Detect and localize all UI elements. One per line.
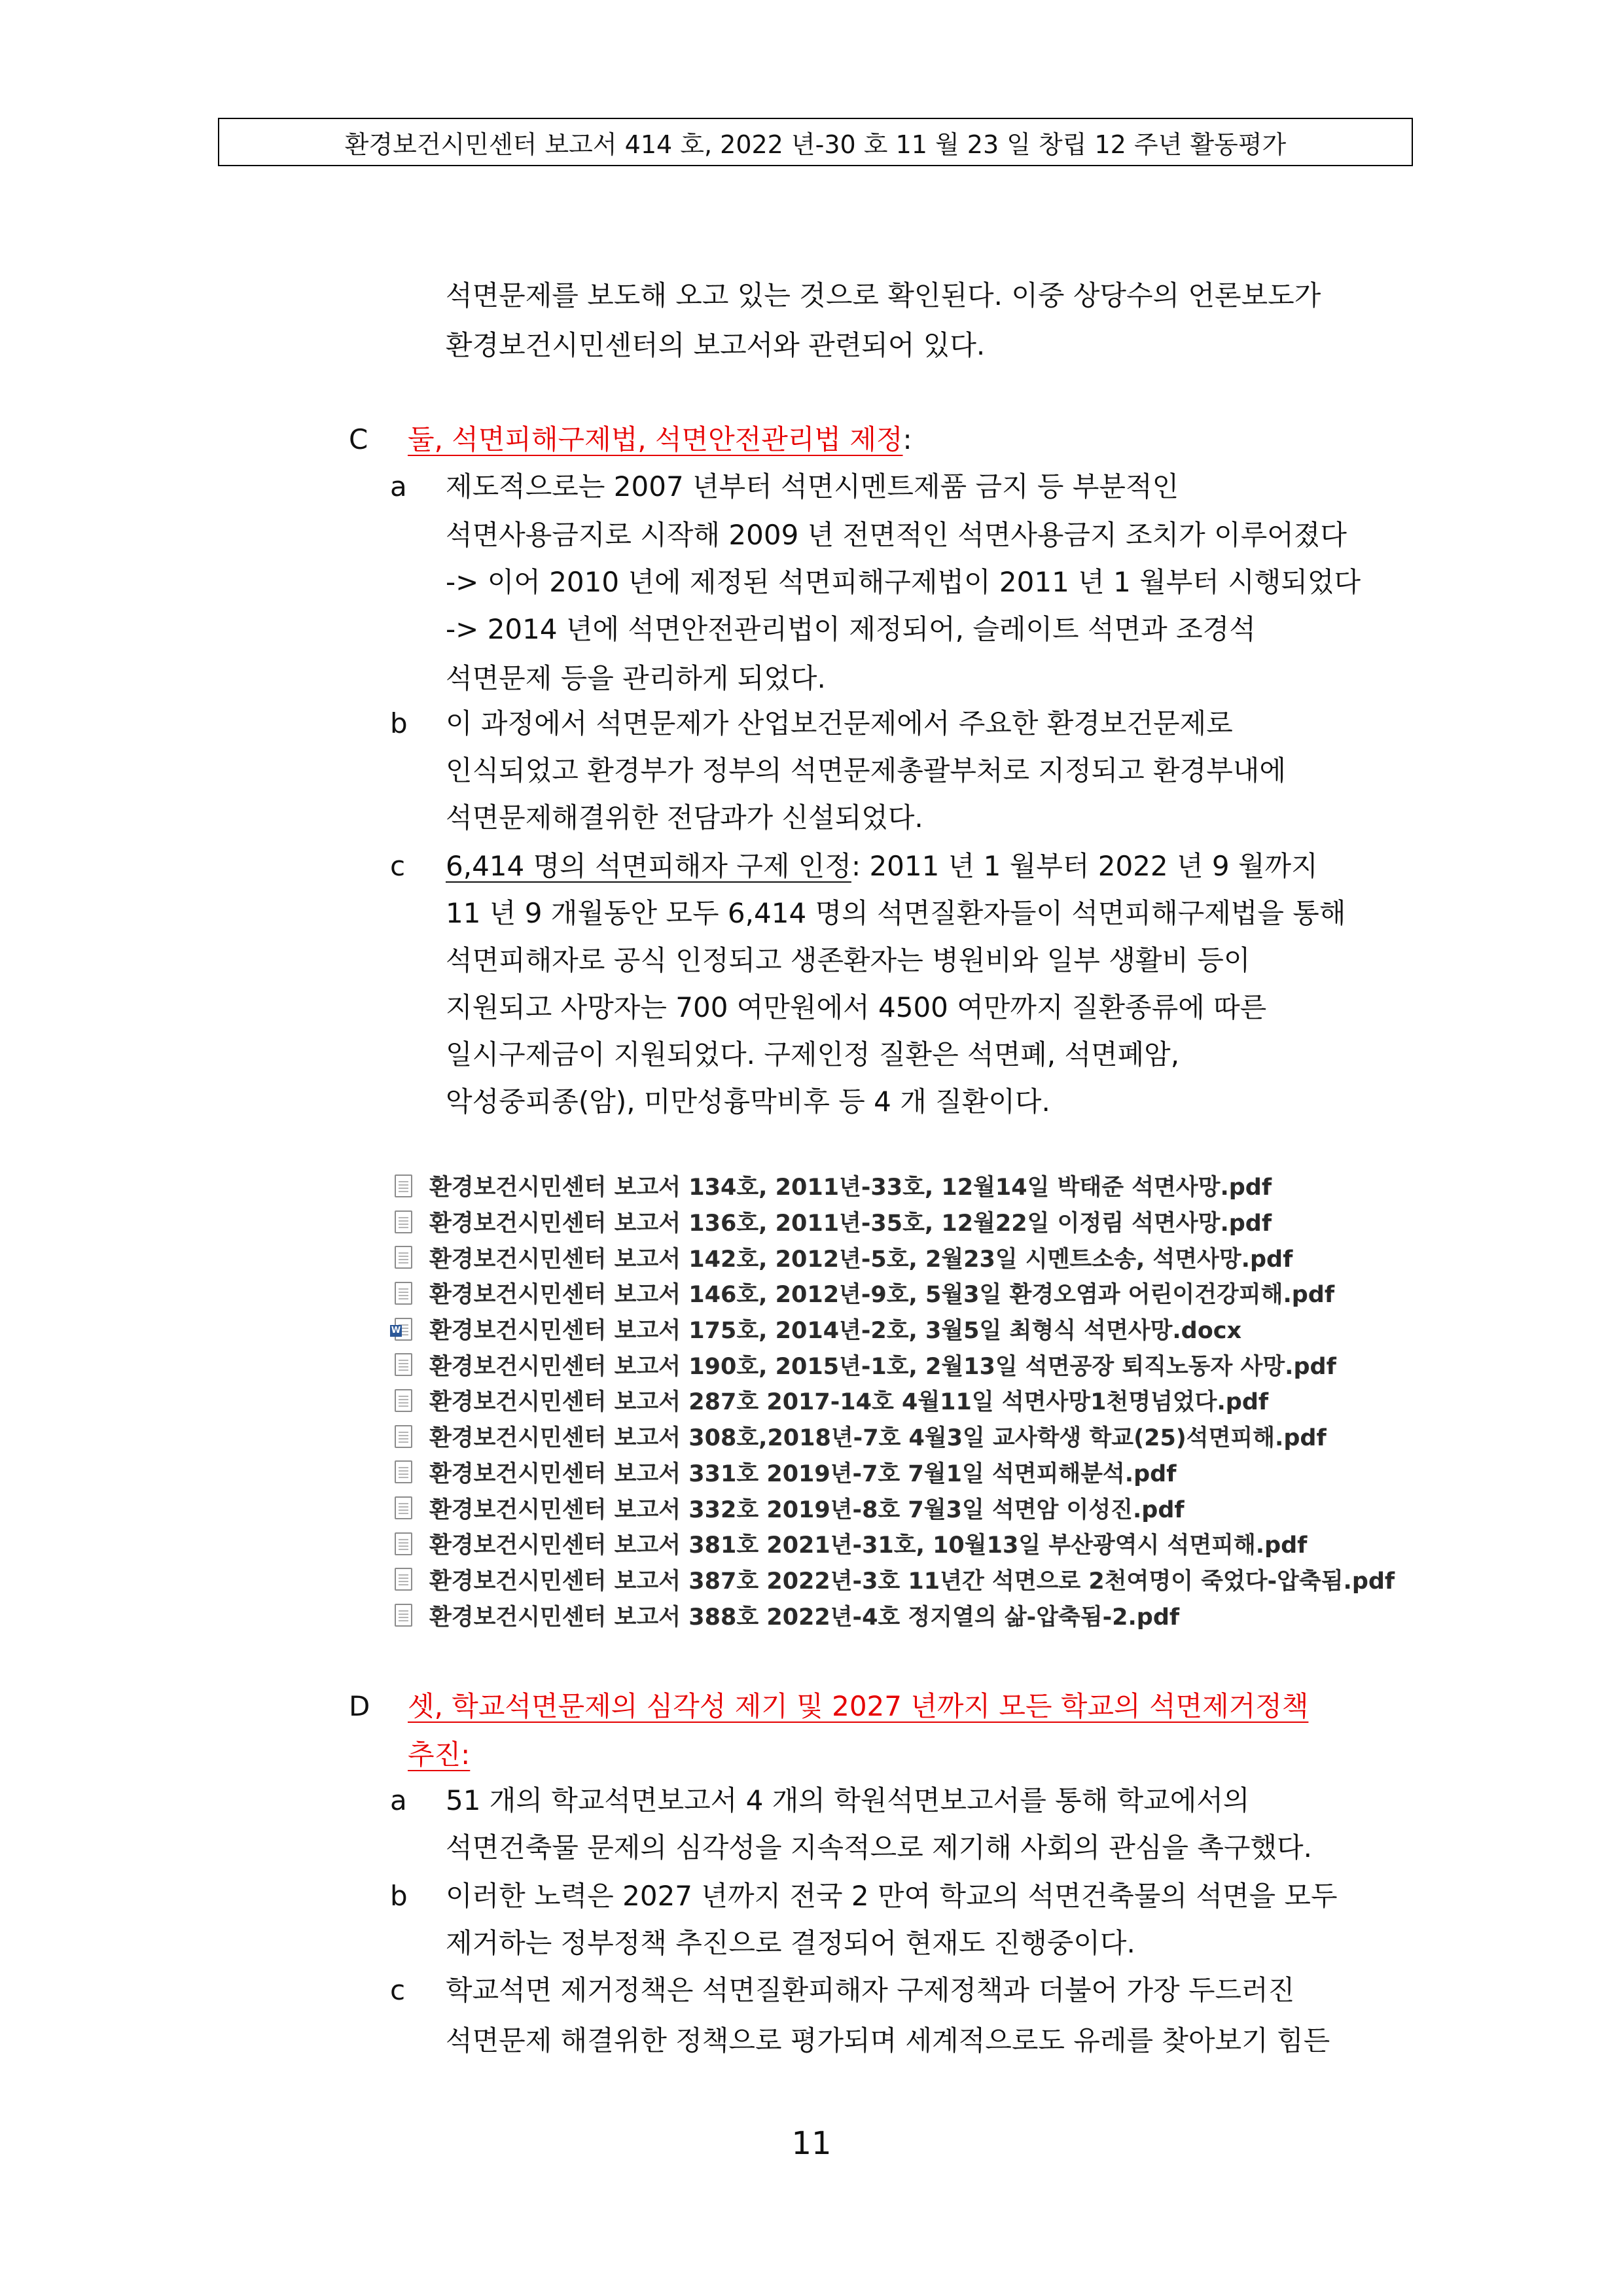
- file-list-item: [395, 1455, 1442, 1491]
- section-marker: D: [349, 1690, 370, 1722]
- pdf-file-icon: [395, 1532, 412, 1555]
- item-marker: a: [390, 1784, 407, 1816]
- section-heading-text: 둘, 석면피해구제법, 석면안전관리법 제정: [408, 423, 903, 455]
- file-list-item: [395, 1347, 1442, 1383]
- item-line: 석면사용금지로 시작해 2009 년 전면적인 석면사용금지 조치가 이루어졌다: [446, 519, 1347, 551]
- item-marker: a: [390, 470, 407, 503]
- pdf-file-icon: [395, 1425, 412, 1448]
- item-marker: b: [390, 1880, 408, 1912]
- section-marker: C: [349, 423, 368, 455]
- file-name: 환경보건시민센터 보고서 387호 2022년-3호 11년간 석면으로 2천여명이 죽었다-압축됨.pdf: [429, 1568, 1395, 1595]
- pdf-file-icon: [395, 1496, 412, 1519]
- pdf-file-icon: [395, 1210, 412, 1233]
- section-heading: [408, 1687, 1308, 1726]
- item-line: -> 이어 2010 년에 제정된 석면피해구제법이 2011 년 1 월부터 시행되었다: [446, 566, 1361, 598]
- report-header-title: 환경보건시민센터 보고서 414 호, 2022 년-30 호 11 월 23 일 창립 12 주년 활동평가: [344, 130, 1287, 159]
- pdf-file-icon: [395, 1353, 412, 1376]
- file-list-item: [395, 1275, 1442, 1311]
- item-line: 석면문제해결위한 전담과가 신설되었다.: [446, 802, 923, 834]
- paragraph-line: 환경보건시민센터의 보고서와 관련되어 있다.: [446, 329, 986, 361]
- pdf-file-icon: [395, 1568, 412, 1591]
- item-line: 학교석면 제거정책은 석면질환피해자 구제정책과 더불어 가장 두드러진: [446, 1974, 1295, 2006]
- section-heading-text: 셋, 학교석면문제의 심각성 제기 및 2027 년까지 모든 학교의 석면제거정책: [408, 1690, 1309, 1722]
- item-line: 악성중피종(암), 미만성흉막비후 등 4 개 질환이다.: [446, 1086, 1050, 1118]
- pdf-file-icon: [395, 1604, 412, 1627]
- file-name: 환경보건시민센터 보고서 136호, 2011년-35호, 12월22일 이정림 석면사망.pdf: [429, 1210, 1272, 1237]
- item-line: 일시구제금이 지원되었다. 구제인정 질환은 석면폐, 석면폐암,: [446, 1038, 1180, 1070]
- file-name: 환경보건시민센터 보고서 175호, 2014년-2호, 3월5일 최형식 석면사망.docx: [429, 1318, 1242, 1345]
- pdf-file-icon: [395, 1389, 412, 1412]
- section-heading: [408, 420, 912, 459]
- item-marker: b: [390, 707, 408, 739]
- file-name: 환경보건시민센터 보고서 381호 2021년-31호, 10월13일 부산광역시 석면피해.pdf: [429, 1532, 1308, 1559]
- pdf-file-icon: [395, 1460, 412, 1483]
- file-name: 환경보건시민센터 보고서 308호,2018년-7호 4월3일 교사학생 학교(25)석면피해.pdf: [429, 1425, 1327, 1452]
- item-line: 11 년 9 개월동안 모두 6,414 명의 석면질환자들이 석면피해구제법을 통해: [446, 897, 1346, 929]
- page-number: 11: [791, 2125, 832, 2162]
- file-list-item: [395, 1239, 1442, 1275]
- file-list-item: [395, 1383, 1442, 1419]
- item-line: 제도적으로는 2007 년부터 석면시멘트제품 금지 등 부분적인: [446, 470, 1179, 503]
- file-list-item: [395, 1562, 1442, 1598]
- file-list-item: [395, 1419, 1442, 1455]
- file-name: 환경보건시민센터 보고서 331호 2019년-7호 7월1일 석면피해분석.pdf: [429, 1460, 1177, 1487]
- item-line-rest: : 2011 년 1 월부터 2022 년 9 월까지: [851, 850, 1318, 882]
- file-name: 환경보건시민센터 보고서 287호 2017-14호 4월11일 석면사망1천명넘었다.pdf: [429, 1389, 1269, 1416]
- file-name: 환경보건시민센터 보고서 332호 2019년-8호 7월3일 석면암 이성진.pdf: [429, 1496, 1185, 1523]
- item-line: -> 2014 년에 석면안전관리법이 제정되어, 슬레이트 석면과 조경석: [446, 613, 1256, 645]
- item-line: 이러한 노력은 2027 년까지 전국 2 만여 학교의 석면건축물의 석면을 모두: [446, 1880, 1338, 1912]
- file-name: 환경보건시민센터 보고서 388호 2022년-4호 정지열의 삶-압축됨-2.pdf: [429, 1604, 1180, 1631]
- item-line: [446, 847, 1318, 886]
- item-line: 석면문제 해결위한 정책으로 평가되며 세계적으로도 유레를 찾아보기 힘든: [446, 2024, 1330, 2057]
- file-list-item: [395, 1526, 1442, 1562]
- report-file-list: [395, 1168, 1442, 1633]
- paragraph-line: 석면문제를 보도해 오고 있는 것으로 확인된다. 이중 상당수의 언론보도가: [446, 279, 1321, 311]
- file-list-item: [395, 1168, 1442, 1204]
- file-name: 환경보건시민센터 보고서 190호, 2015년-1호, 2월13일 석면공장 퇴직노동자 사망.pdf: [429, 1353, 1336, 1380]
- item-line: 지원되고 사망자는 700 여만원에서 4500 여만까지 질환종류에 따른: [446, 991, 1267, 1023]
- item-marker: c: [390, 850, 406, 882]
- file-name: 환경보건시민센터 보고서 134호, 2011년-33호, 12월14일 박태준 석면사망.pdf: [429, 1174, 1272, 1201]
- section-heading: [408, 1735, 470, 1775]
- item-marker: c: [390, 1974, 406, 2006]
- file-list-item: [395, 1490, 1442, 1526]
- word-file-icon: [395, 1318, 412, 1341]
- file-list-item: [395, 1311, 1442, 1347]
- pdf-file-icon: [395, 1246, 412, 1269]
- item-line: 이 과정에서 석면문제가 산업보건문제에서 주요한 환경보건문제로: [446, 707, 1233, 739]
- underlined-phrase: 6,414 명의 석면피해자 구제 인정: [446, 850, 851, 882]
- report-header: [218, 118, 1413, 166]
- item-line: 인식되었고 환경부가 정부의 석면문제총괄부처로 지정되고 환경부내에: [446, 754, 1286, 786]
- file-name: 환경보건시민센터 보고서 142호, 2012년-5호, 2월23일 시멘트소송, 석면사망.pdf: [429, 1246, 1293, 1273]
- section-heading-colon: :: [902, 423, 912, 455]
- item-line: 석면문제 등을 관리하게 되었다.: [446, 662, 826, 694]
- item-line: 석면피해자로 공식 인정되고 생존환자는 병원비와 일부 생활비 등이: [446, 944, 1251, 976]
- file-name: 환경보건시민센터 보고서 146호, 2012년-9호, 5월3일 환경오염과 어린이건강피해.pdf: [429, 1282, 1335, 1309]
- item-line: 제거하는 정부정책 추진으로 결정되어 현재도 진행중이다.: [446, 1927, 1135, 1959]
- pdf-file-icon: [395, 1174, 412, 1197]
- section-heading-text: 추진:: [408, 1739, 471, 1771]
- pdf-file-icon: [395, 1282, 412, 1305]
- file-list-item: [395, 1204, 1442, 1240]
- item-line: 51 개의 학교석면보고서 4 개의 학원석면보고서를 통해 학교에서의: [446, 1784, 1250, 1816]
- file-list-item: [395, 1597, 1442, 1633]
- item-line: 석면건축물 문제의 심각성을 지속적으로 제기해 사회의 관심을 촉구했다.: [446, 1831, 1312, 1863]
